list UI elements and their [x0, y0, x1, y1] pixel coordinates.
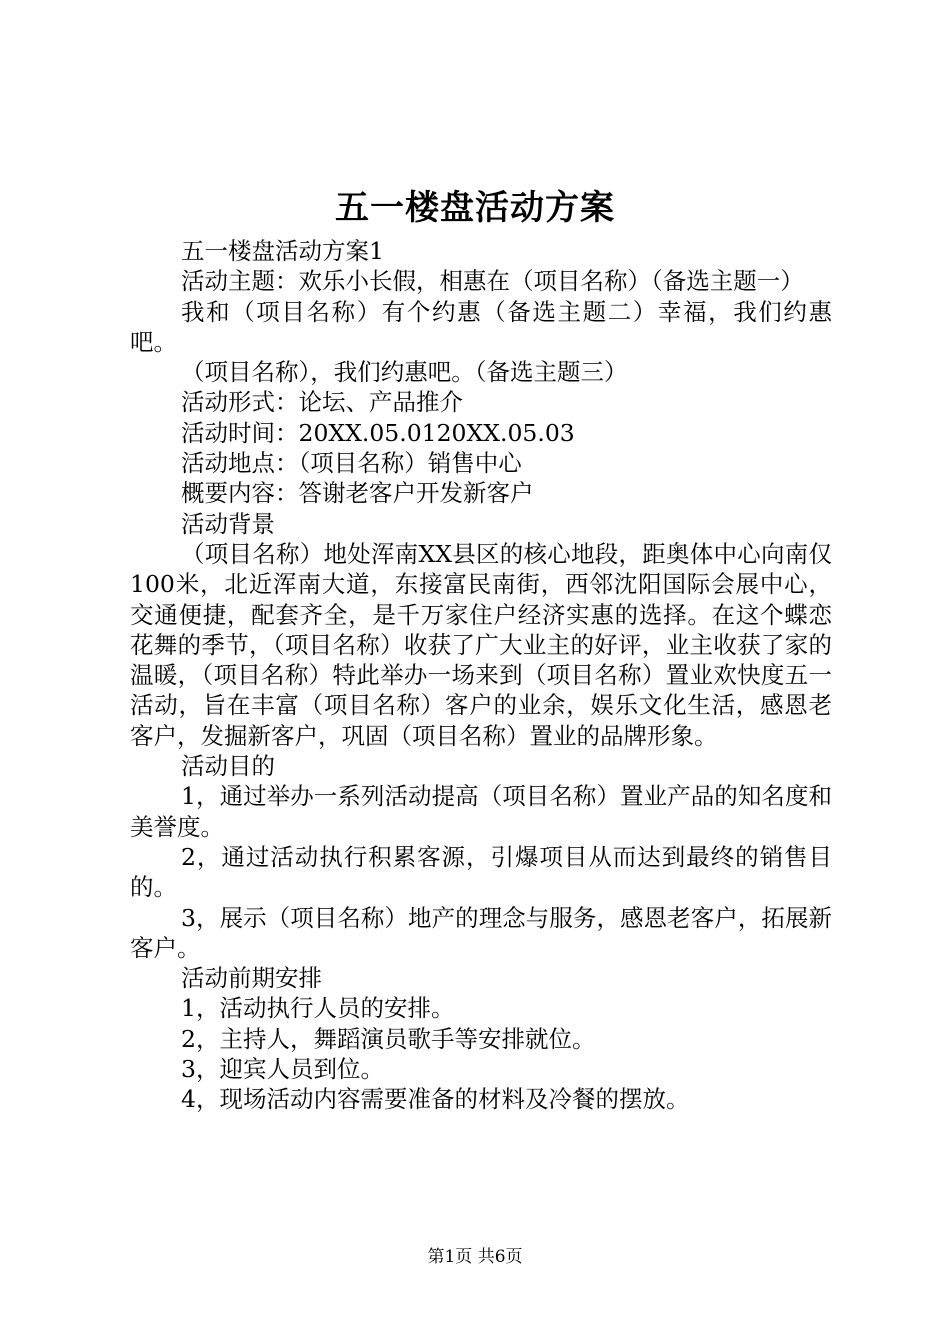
- list-item-preparation-3: 3，迎宾人员到位。: [181, 1055, 384, 1084]
- paragraph-background: （项目名称）地处浑南XX县区的核心地段，距奥体中心向南仅100米，北近浑南大道，东接富民南街，西邻沈阳国际会展中心，交通便捷，配套齐全，是千万家住户经济实惠的选择。在这个蝶恋花舞的季节，（项目名称）收获了广大业主的好评，业主收获了家的温暖，（项目名称）特此举办一场来到（项目名称）置业欢快度五一活动，旨在丰富（项目名称）客户的业余，娱乐文化生活，感恩老客户，发掘新客户，巩固（项目名称）置业的品牌形象。: [130, 539, 832, 750]
- paragraph-activity-theme: 活动主题：欢乐小长假，相惠在（项目名称）（备选主题一）: [181, 267, 804, 296]
- paragraph-activity-time: 活动时间：20XX.05.0120XX.05.03: [181, 418, 575, 447]
- paragraph-heading: 五一楼盘活动方案1: [181, 237, 384, 265]
- list-item-preparation-2: 2，主持人，舞蹈演员歌手等安排就位。: [181, 1024, 596, 1053]
- list-item-purpose-3: 3，展示（项目名称）地产的理念与服务，感恩老客户，拓展新客户。: [130, 903, 832, 962]
- paragraph-activity-format: 活动形式：论坛、产品推介: [181, 388, 463, 417]
- section-heading-background: 活动背景: [181, 509, 275, 538]
- paragraph-activity-location: 活动地点：（项目名称）销售中心: [181, 449, 522, 478]
- list-item-preparation-4: 4，现场活动内容需要准备的材料及冷餐的摆放。: [181, 1085, 690, 1114]
- section-heading-purpose: 活动目的: [181, 752, 275, 781]
- list-item-purpose-1: 1，通过举办一系列活动提高（项目名称）置业产品的知名度和美誉度。: [130, 782, 832, 841]
- document-body: [130, 236, 832, 1115]
- document-title: 五一楼盘活动方案: [335, 188, 615, 228]
- paragraph-theme-alt-3: （项目名称），我们约惠吧。（备选主题三）: [181, 358, 628, 387]
- paragraph-theme-alt-2: 我和（项目名称）有个约惠（备选主题二）幸福，我们约惠吧。: [130, 297, 832, 356]
- page-footer: 第1页 共6页: [427, 1247, 523, 1267]
- paragraph-summary: 概要内容：答谢老客户开发新客户: [181, 479, 534, 508]
- section-heading-preparation: 活动前期安排: [181, 964, 322, 993]
- list-item-preparation-1: 1，活动执行人员的安排。: [181, 994, 455, 1023]
- list-item-purpose-2: 2，通过活动执行积累客源，引爆项目从而达到最终的销售目的。: [130, 842, 832, 902]
